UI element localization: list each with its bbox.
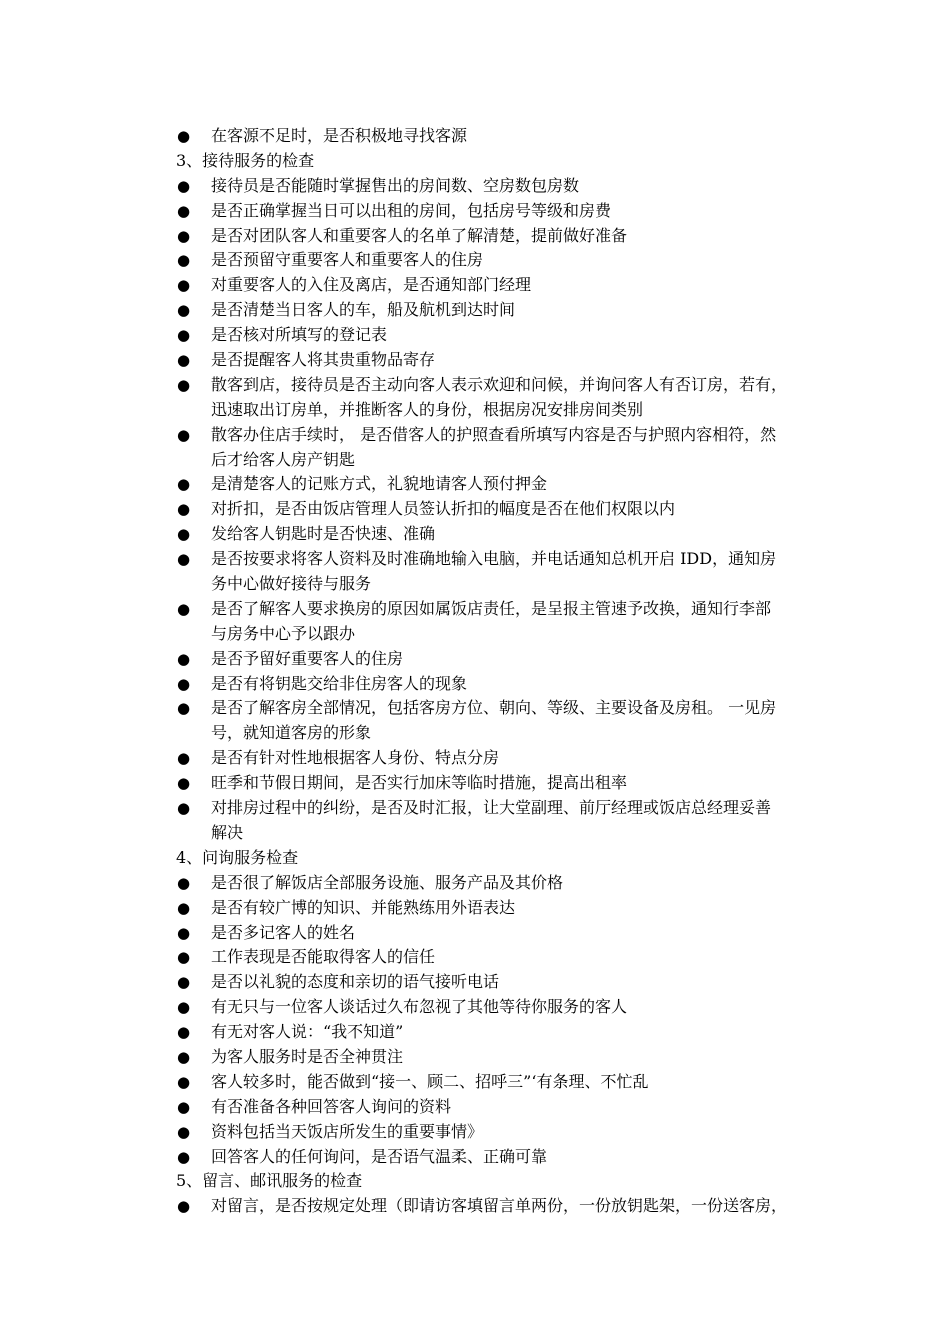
bullet-item: [0, 995, 950, 1020]
line-text: 4、问询服务检查: [176, 847, 299, 867]
line-text: 是清楚客人的记账方式，礼貌地请客人预付押金: [211, 474, 548, 494]
bullet-icon: ●: [177, 525, 191, 544]
line-text: 散客到店，接待员是否主动向客人表示欢迎和问候，并询问客人有否订房，若有，: [211, 374, 788, 394]
bullet-icon: ●: [177, 973, 191, 992]
bullet-item-continuation: [0, 572, 950, 597]
line-text: 解决: [211, 822, 244, 842]
bullet-item: [0, 273, 950, 298]
line-text: 有否准备各种回答客人询问的资料: [211, 1096, 452, 1116]
bullet-icon: ●: [177, 1097, 191, 1116]
line-text: 回答客人的任何询问，是否语气温柔、正确可靠: [211, 1146, 548, 1166]
bullet-icon: ●: [177, 799, 191, 818]
line-text: 是否预留守重要客人和重要客人的住房: [211, 250, 484, 270]
line-text: 有无对客人说：“我不知道”: [211, 1022, 404, 1042]
bullet-icon: ●: [177, 898, 191, 917]
bullet-item: [0, 199, 950, 224]
line-text: 散客办住店手续时， 是否借客人的护照查看所填写内容是否与护照内容相符，然: [211, 424, 777, 444]
bullet-item-continuation: [0, 448, 950, 473]
bullet-icon: ●: [177, 1197, 191, 1216]
bullet-icon: ●: [177, 873, 191, 892]
bullet-item: [0, 1120, 950, 1145]
bullet-icon: ●: [177, 201, 191, 220]
line-text: 迅速取出订房单，并推断客人的身份，根据房况安排房间类别: [211, 399, 644, 419]
bullet-item: [0, 174, 950, 199]
document-body: [0, 124, 950, 1219]
bullet-icon: ●: [177, 923, 191, 942]
bullet-item: [0, 871, 950, 896]
bullet-icon: ●: [177, 425, 191, 444]
bullet-icon: ●: [177, 351, 191, 370]
line-text: 务中心做好接待与服务: [211, 574, 372, 594]
bullet-item: [0, 472, 950, 497]
bullet-icon: ●: [177, 948, 191, 967]
bullet-item: [0, 124, 950, 149]
line-text: 是否正确掌握当日可以出租的房间，包括房号等级和房费: [211, 200, 612, 220]
bullet-icon: ●: [177, 251, 191, 270]
line-text: 对留言，是否按规定处理（即请访客填留言单两份，一份放钥匙架，一份送客房，: [211, 1196, 788, 1216]
bullet-icon: ●: [177, 500, 191, 519]
bullet-item: [0, 896, 950, 921]
line-text: 有无只与一位客人谈话过久布忽视了其他等待你服务的客人: [211, 997, 628, 1017]
bullet-item: [0, 945, 950, 970]
line-text: 对重要客人的入住及离店，是否通知部门经理: [211, 275, 532, 295]
bullet-item: [0, 970, 950, 995]
bullet-item: [0, 423, 950, 448]
bullet-item-continuation: [0, 398, 950, 423]
line-text: 在客源不足时，是否积极地寻找客源: [211, 126, 468, 145]
bullet-item: [0, 248, 950, 273]
line-text: 是否以礼貌的态度和亲切的语气接听电话: [211, 972, 500, 992]
bullet-icon: ●: [177, 550, 191, 569]
bullet-icon: ●: [177, 326, 191, 345]
bullet-item: [0, 771, 950, 796]
bullet-item: [0, 1070, 950, 1095]
line-text: 是否提醒客人将其贵重物品寄存: [211, 350, 436, 370]
bullet-item: [0, 1145, 950, 1170]
bullet-item-continuation: [0, 622, 950, 647]
bullet-item: [0, 796, 950, 821]
line-text: 对排房过程中的纠纷，是否及时汇报，让大堂副理、前厅经理或饭店总经理妥善: [211, 798, 772, 818]
line-text: 5、留言、邮讯服务的检查: [176, 1171, 363, 1191]
line-text: 发给客人钥匙时是否快速、准确: [211, 524, 436, 544]
line-text: 是否对团队客人和重要客人的名单了解清楚，提前做好准备: [211, 225, 628, 245]
line-text: 客人较多时，能否做到“接一、顾二、招呼三”‘有条理、不忙乱: [211, 1071, 649, 1091]
bullet-icon: ●: [177, 1147, 191, 1166]
bullet-item: [0, 921, 950, 946]
bullet-item: [0, 1045, 950, 1070]
bullet-item: [0, 522, 950, 547]
bullet-icon: ●: [177, 749, 191, 768]
bullet-item: [0, 1095, 950, 1120]
bullet-icon: ●: [177, 1072, 191, 1091]
section-heading: [0, 846, 950, 871]
bullet-icon: ●: [177, 1122, 191, 1141]
bullet-item-continuation: [0, 721, 950, 746]
line-text: 是否核对所填写的登记表: [211, 325, 388, 345]
bullet-icon: ●: [177, 1047, 191, 1066]
line-text: 是否有将钥匙交给非住房客人的现象: [211, 673, 468, 693]
bullet-icon: ●: [177, 599, 191, 618]
line-text: 是否很了解饭店全部服务设施、服务产品及其价格: [211, 872, 564, 892]
bullet-item: [0, 497, 950, 522]
bullet-item-continuation: [0, 821, 950, 846]
line-text: 是否予留好重要客人的住房: [211, 648, 404, 668]
section-heading: [0, 149, 950, 174]
line-text: 工作表现是否能取得客人的信任: [211, 947, 436, 967]
line-text: 是否按要求将客人资料及时准确地输入电脑，并电话通知总机开启 IDD，通知房: [211, 549, 777, 569]
line-text: 是否有针对性地根据客人身份、特点分房: [211, 748, 500, 768]
bullet-icon: ●: [177, 176, 191, 195]
line-text: 是否清楚当日客人的车，船及航机到达时间: [211, 300, 516, 320]
bullet-item: [0, 672, 950, 697]
line-text: 为客人服务时是否全神贯注: [211, 1046, 404, 1066]
bullet-item: [0, 298, 950, 323]
bullet-item: [0, 547, 950, 572]
line-text: 旺季和节假日期间，是否实行加床等临时措施，提高出租率: [211, 773, 628, 793]
bullet-icon: ●: [177, 774, 191, 793]
bullet-icon: ●: [177, 375, 191, 394]
line-text: 是否有较广博的知识、并能熟练用外语表达: [211, 897, 516, 917]
line-text: 资料包括当天饭店所发生的重要事情》: [211, 1121, 484, 1141]
line-text: 是否多记客人的姓名: [211, 922, 356, 942]
bullet-icon: ●: [177, 127, 191, 145]
bullet-icon: ●: [177, 301, 191, 320]
line-text: 后才给客人房产钥匙: [211, 449, 356, 469]
bullet-item: [0, 1020, 950, 1045]
bullet-item: [0, 1194, 950, 1219]
section-heading: [0, 1169, 950, 1194]
bullet-icon: ●: [177, 998, 191, 1017]
bullet-item: [0, 373, 950, 398]
bullet-item: [0, 323, 950, 348]
line-text: 3、接待服务的检查: [176, 150, 315, 170]
bullet-item: [0, 224, 950, 249]
line-text: 是否了解客人要求换房的原因如属饭店责任，是呈报主管速予改换，通知行李部: [211, 598, 772, 618]
bullet-item: [0, 647, 950, 672]
bullet-icon: ●: [177, 276, 191, 295]
bullet-item: [0, 348, 950, 373]
line-text: 是否了解客房全部情况，包括客房方位、朝向、等级、主要设备及房租。 一见房: [211, 698, 777, 718]
line-text: 接待员是否能随时掌握售出的房间数、空房数包房数: [211, 175, 580, 195]
bullet-icon: ●: [177, 699, 191, 718]
bullet-icon: ●: [177, 1023, 191, 1042]
bullet-item: [0, 746, 950, 771]
bullet-icon: ●: [177, 226, 191, 245]
line-text: 号，就知道客房的形象: [211, 723, 372, 743]
line-text: 与房务中心予以跟办: [211, 623, 356, 643]
bullet-item: [0, 597, 950, 622]
bullet-icon: ●: [177, 674, 191, 693]
line-text: 对折扣，是否由饭店管理人员签认折扣的幅度是否在他们权限以内: [211, 499, 676, 519]
bullet-item: [0, 696, 950, 721]
bullet-icon: ●: [177, 475, 191, 494]
bullet-icon: ●: [177, 649, 191, 668]
